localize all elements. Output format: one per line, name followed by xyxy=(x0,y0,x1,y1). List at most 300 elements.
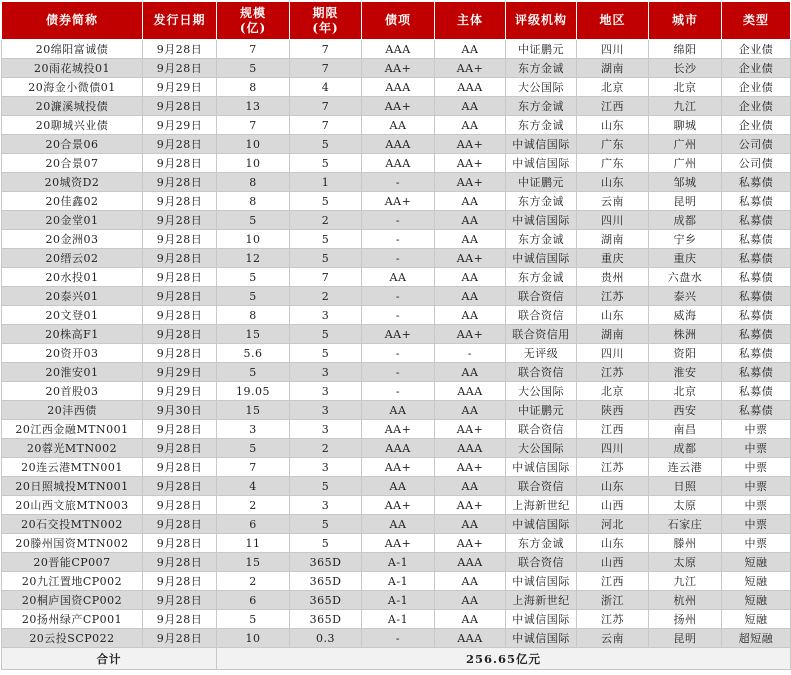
cell-agency: 东方金诚 xyxy=(506,230,577,249)
table-row xyxy=(2,496,791,515)
cell-region: 江苏 xyxy=(577,610,649,629)
cell-size: 5 xyxy=(217,287,290,306)
cell-bond-rating: - xyxy=(362,249,435,268)
cell-issuer-rating: - xyxy=(435,344,506,363)
column-header-type: 类型 xyxy=(722,2,791,40)
cell-issuer-rating: AAA xyxy=(435,78,506,97)
table-row xyxy=(2,97,791,116)
cell-size: 4 xyxy=(217,477,290,496)
cell-size: 10 xyxy=(217,230,290,249)
cell-size: 5.6 xyxy=(217,344,290,363)
cell-date: 9月29日 xyxy=(143,382,217,401)
cell-type: 私募债 xyxy=(722,344,791,363)
cell-name: 20合景06 xyxy=(2,135,143,154)
cell-agency: 联合资信 xyxy=(506,306,577,325)
cell-agency: 联合资信 xyxy=(506,287,577,306)
cell-name: 20聊城兴业债 xyxy=(2,116,143,135)
cell-name: 20水投01 xyxy=(2,268,143,287)
cell-date: 9月28日 xyxy=(143,477,217,496)
cell-name: 20城资D2 xyxy=(2,173,143,192)
cell-city: 广州 xyxy=(649,154,722,173)
table-row xyxy=(2,249,791,268)
cell-bond-rating: AAA xyxy=(362,439,435,458)
cell-type: 中票 xyxy=(722,515,791,534)
cell-type: 私募债 xyxy=(722,287,791,306)
cell-size: 5 xyxy=(217,211,290,230)
cell-name: 20文登01 xyxy=(2,306,143,325)
cell-type: 企业债 xyxy=(722,59,791,78)
table-row xyxy=(2,382,791,401)
cell-name: 20佳鑫02 xyxy=(2,192,143,211)
cell-name: 20资开03 xyxy=(2,344,143,363)
cell-city: 长沙 xyxy=(649,59,722,78)
cell-bond-rating: AA xyxy=(362,515,435,534)
cell-name: 20日照城投MTN001 xyxy=(2,477,143,496)
cell-agency: 中诚信国际 xyxy=(506,572,577,591)
cell-bond-rating: - xyxy=(362,363,435,382)
column-header-size xyxy=(217,2,290,40)
cell-name: 20江西金融MTN001 xyxy=(2,420,143,439)
cell-date: 9月28日 xyxy=(143,591,217,610)
cell-agency: 中诚信国际 xyxy=(506,135,577,154)
cell-type: 私募债 xyxy=(722,173,791,192)
cell-agency: 联合资信 xyxy=(506,477,577,496)
cell-term: 3 xyxy=(290,420,362,439)
cell-city: 重庆 xyxy=(649,249,722,268)
cell-date: 9月28日 xyxy=(143,553,217,572)
cell-city: 六盘水 xyxy=(649,268,722,287)
cell-agency: 中诚信国际 xyxy=(506,458,577,477)
cell-size: 10 xyxy=(217,154,290,173)
cell-issuer-rating: AA xyxy=(435,515,506,534)
cell-size: 5 xyxy=(217,268,290,287)
cell-city: 滕州 xyxy=(649,534,722,553)
cell-region: 四川 xyxy=(577,344,649,363)
cell-city: 扬州 xyxy=(649,610,722,629)
cell-size: 8 xyxy=(217,173,290,192)
cell-city: 九江 xyxy=(649,97,722,116)
cell-type: 短融 xyxy=(722,553,791,572)
cell-type: 私募债 xyxy=(722,382,791,401)
cell-size: 15 xyxy=(217,325,290,344)
cell-city: 株洲 xyxy=(649,325,722,344)
cell-size: 5 xyxy=(217,363,290,382)
cell-size: 15 xyxy=(217,401,290,420)
cell-bond-rating: AA+ xyxy=(362,420,435,439)
table-row xyxy=(2,325,791,344)
cell-region: 云南 xyxy=(577,629,649,648)
cell-region: 广东 xyxy=(577,135,649,154)
cell-city: 北京 xyxy=(649,78,722,97)
cell-term: 1 xyxy=(290,173,362,192)
cell-term: 2 xyxy=(290,439,362,458)
cell-date: 9月28日 xyxy=(143,135,217,154)
table-row xyxy=(2,458,791,477)
cell-agency: 联合资信用 xyxy=(506,325,577,344)
cell-name: 20淮安01 xyxy=(2,363,143,382)
table-row xyxy=(2,344,791,363)
cell-issuer-rating: AA+ xyxy=(435,325,506,344)
cell-issuer-rating: AA xyxy=(435,97,506,116)
cell-name: 20金洲03 xyxy=(2,230,143,249)
cell-agency: 大公国际 xyxy=(506,382,577,401)
table-row xyxy=(2,629,791,648)
cell-term: 3 xyxy=(290,382,362,401)
cell-region: 山东 xyxy=(577,477,649,496)
cell-type: 企业债 xyxy=(722,78,791,97)
cell-date: 9月28日 xyxy=(143,572,217,591)
cell-city: 成都 xyxy=(649,211,722,230)
cell-region: 江苏 xyxy=(577,363,649,382)
cell-bond-rating: AA+ xyxy=(362,458,435,477)
cell-date: 9月28日 xyxy=(143,629,217,648)
table-row xyxy=(2,363,791,382)
cell-size: 10 xyxy=(217,629,290,648)
cell-region: 四川 xyxy=(577,40,649,59)
table-row xyxy=(2,154,791,173)
cell-size: 5 xyxy=(217,439,290,458)
cell-agency: 中证鹏元 xyxy=(506,173,577,192)
cell-issuer-rating: AAA xyxy=(435,439,506,458)
cell-region: 重庆 xyxy=(577,249,649,268)
cell-term: 5 xyxy=(290,515,362,534)
cell-size: 5 xyxy=(217,59,290,78)
cell-issuer-rating: AA+ xyxy=(435,496,506,515)
cell-type: 中票 xyxy=(722,496,791,515)
cell-term: 3 xyxy=(290,496,362,515)
cell-region: 湖南 xyxy=(577,230,649,249)
cell-term: 3 xyxy=(290,401,362,420)
cell-region: 江苏 xyxy=(577,458,649,477)
cell-city: 石家庄 xyxy=(649,515,722,534)
table-row xyxy=(2,591,791,610)
cell-date: 9月28日 xyxy=(143,59,217,78)
cell-issuer-rating: AA+ xyxy=(435,59,506,78)
cell-term: 3 xyxy=(290,458,362,477)
cell-city: 资阳 xyxy=(649,344,722,363)
cell-agency: 中证鹏元 xyxy=(506,401,577,420)
cell-term: 5 xyxy=(290,249,362,268)
table-row xyxy=(2,610,791,629)
cell-city: 邹城 xyxy=(649,173,722,192)
cell-region: 湖南 xyxy=(577,59,649,78)
cell-region: 湖南 xyxy=(577,325,649,344)
cell-issuer-rating: AA xyxy=(435,572,506,591)
cell-city: 昆明 xyxy=(649,629,722,648)
cell-date: 9月28日 xyxy=(143,249,217,268)
cell-region: 山东 xyxy=(577,116,649,135)
cell-issuer-rating: AA xyxy=(435,610,506,629)
cell-bond-rating: A-1 xyxy=(362,610,435,629)
cell-city: 九江 xyxy=(649,572,722,591)
cell-region: 北京 xyxy=(577,382,649,401)
cell-bond-rating: - xyxy=(362,629,435,648)
cell-region: 浙江 xyxy=(577,591,649,610)
cell-type: 公司债 xyxy=(722,154,791,173)
cell-type: 私募债 xyxy=(722,401,791,420)
cell-name: 20云投SCP022 xyxy=(2,629,143,648)
cell-bond-rating: - xyxy=(362,211,435,230)
cell-date: 9月28日 xyxy=(143,192,217,211)
column-header-bond-rating: 债项 xyxy=(362,2,435,40)
cell-city: 聊城 xyxy=(649,116,722,135)
cell-issuer-rating: AA xyxy=(435,192,506,211)
cell-city: 绵阳 xyxy=(649,40,722,59)
cell-name: 20蓉光MTN002 xyxy=(2,439,143,458)
cell-region: 陕西 xyxy=(577,401,649,420)
cell-term: 0.3 xyxy=(290,629,362,648)
table-row xyxy=(2,268,791,287)
cell-agency: 中诚信国际 xyxy=(506,211,577,230)
cell-city: 宁乡 xyxy=(649,230,722,249)
cell-issuer-rating: AA+ xyxy=(435,135,506,154)
column-header-date: 发行日期 xyxy=(143,2,217,40)
cell-region: 江苏 xyxy=(577,287,649,306)
cell-bond-rating: AA+ xyxy=(362,534,435,553)
cell-city: 成都 xyxy=(649,439,722,458)
table-row xyxy=(2,116,791,135)
cell-term: 7 xyxy=(290,116,362,135)
cell-type: 私募债 xyxy=(722,306,791,325)
cell-size: 7 xyxy=(217,116,290,135)
cell-issuer-rating: AA+ xyxy=(435,154,506,173)
cell-name: 20泰兴01 xyxy=(2,287,143,306)
cell-issuer-rating: AA xyxy=(435,363,506,382)
cell-bond-rating: - xyxy=(362,230,435,249)
cell-city: 南昌 xyxy=(649,420,722,439)
cell-type: 私募债 xyxy=(722,268,791,287)
cell-type: 企业债 xyxy=(722,116,791,135)
cell-term: 5 xyxy=(290,135,362,154)
cell-size: 8 xyxy=(217,192,290,211)
cell-name: 20濂溪城投债 xyxy=(2,97,143,116)
cell-size: 15 xyxy=(217,553,290,572)
cell-issuer-rating: AA xyxy=(435,306,506,325)
cell-city: 太原 xyxy=(649,496,722,515)
cell-name: 20晋能CP007 xyxy=(2,553,143,572)
cell-size: 10 xyxy=(217,135,290,154)
cell-region: 山东 xyxy=(577,534,649,553)
cell-issuer-rating: AA+ xyxy=(435,420,506,439)
cell-term: 365D xyxy=(290,591,362,610)
cell-name: 20山西文旅MTN003 xyxy=(2,496,143,515)
cell-agency: 中诚信国际 xyxy=(506,249,577,268)
cell-type: 私募债 xyxy=(722,325,791,344)
cell-date: 9月28日 xyxy=(143,173,217,192)
cell-term: 7 xyxy=(290,268,362,287)
table-row xyxy=(2,78,791,97)
cell-name: 20首股03 xyxy=(2,382,143,401)
cell-bond-rating: - xyxy=(362,173,435,192)
cell-term: 2 xyxy=(290,287,362,306)
cell-date: 9月28日 xyxy=(143,154,217,173)
cell-agency: 中诚信国际 xyxy=(506,515,577,534)
cell-name: 20连云港MTN001 xyxy=(2,458,143,477)
cell-name: 20株高F1 xyxy=(2,325,143,344)
cell-bond-rating: AAA xyxy=(362,40,435,59)
cell-agency: 大公国际 xyxy=(506,78,577,97)
cell-size: 2 xyxy=(217,572,290,591)
cell-type: 私募债 xyxy=(722,230,791,249)
cell-issuer-rating: AA xyxy=(435,211,506,230)
cell-date: 9月28日 xyxy=(143,534,217,553)
cell-agency: 中证鹏元 xyxy=(506,40,577,59)
cell-type: 中票 xyxy=(722,458,791,477)
cell-date: 9月28日 xyxy=(143,344,217,363)
cell-size: 5 xyxy=(217,610,290,629)
column-header-issuer-rating: 主体 xyxy=(435,2,506,40)
cell-size: 6 xyxy=(217,515,290,534)
cell-date: 9月28日 xyxy=(143,420,217,439)
cell-size: 13 xyxy=(217,97,290,116)
cell-size: 12 xyxy=(217,249,290,268)
cell-bond-rating: A-1 xyxy=(362,572,435,591)
cell-bond-rating: AAA xyxy=(362,154,435,173)
cell-term: 7 xyxy=(290,97,362,116)
cell-agency: 东方金诚 xyxy=(506,534,577,553)
cell-name: 20雨花城投01 xyxy=(2,59,143,78)
table-row xyxy=(2,211,791,230)
cell-size: 3 xyxy=(217,420,290,439)
cell-agency: 上海新世纪 xyxy=(506,496,577,515)
cell-city: 威海 xyxy=(649,306,722,325)
cell-name: 20石交投MTN002 xyxy=(2,515,143,534)
cell-bond-rating: AA+ xyxy=(362,59,435,78)
cell-issuer-rating: AAA xyxy=(435,382,506,401)
cell-bond-rating: - xyxy=(362,287,435,306)
cell-bond-rating: AA+ xyxy=(362,496,435,515)
cell-size: 6 xyxy=(217,591,290,610)
cell-name: 20绵阳富诚债 xyxy=(2,40,143,59)
cell-city: 淮安 xyxy=(649,363,722,382)
cell-date: 9月28日 xyxy=(143,439,217,458)
cell-type: 公司债 xyxy=(722,135,791,154)
cell-region: 河北 xyxy=(577,515,649,534)
total-value: 256.65亿元 xyxy=(217,648,791,670)
column-header-term xyxy=(290,2,362,40)
cell-type: 私募债 xyxy=(722,211,791,230)
table-row xyxy=(2,192,791,211)
cell-city: 日照 xyxy=(649,477,722,496)
cell-bond-rating: AAA xyxy=(362,135,435,154)
cell-date: 9月30日 xyxy=(143,401,217,420)
cell-issuer-rating: AA xyxy=(435,268,506,287)
cell-agency: 上海新世纪 xyxy=(506,591,577,610)
cell-term: 5 xyxy=(290,534,362,553)
table-row xyxy=(2,553,791,572)
cell-region: 山东 xyxy=(577,173,649,192)
cell-name: 20桐庐国资CP002 xyxy=(2,591,143,610)
cell-city: 太原 xyxy=(649,553,722,572)
cell-name: 20沣西债 xyxy=(2,401,143,420)
cell-issuer-rating: AA+ xyxy=(435,458,506,477)
cell-agency: 无评级 xyxy=(506,344,577,363)
cell-term: 5 xyxy=(290,325,362,344)
total-label: 合计 xyxy=(2,648,217,670)
cell-date: 9月28日 xyxy=(143,458,217,477)
cell-type: 短融 xyxy=(722,591,791,610)
cell-size: 7 xyxy=(217,40,290,59)
cell-name: 20海金小微债01 xyxy=(2,78,143,97)
table-row xyxy=(2,534,791,553)
cell-name: 20缙云02 xyxy=(2,249,143,268)
cell-issuer-rating: AA xyxy=(435,40,506,59)
cell-date: 9月28日 xyxy=(143,211,217,230)
cell-region: 山西 xyxy=(577,553,649,572)
cell-date: 9月28日 xyxy=(143,287,217,306)
cell-agency: 东方金诚 xyxy=(506,116,577,135)
cell-agency: 东方金诚 xyxy=(506,192,577,211)
cell-region: 江西 xyxy=(577,97,649,116)
cell-term: 365D xyxy=(290,553,362,572)
cell-issuer-rating: AA xyxy=(435,287,506,306)
cell-region: 贵州 xyxy=(577,268,649,287)
cell-issuer-rating: AA xyxy=(435,116,506,135)
cell-city: 北京 xyxy=(649,382,722,401)
cell-bond-rating: AA xyxy=(362,116,435,135)
cell-type: 超短融 xyxy=(722,629,791,648)
cell-agency: 中诚信国际 xyxy=(506,629,577,648)
cell-agency: 联合资信 xyxy=(506,420,577,439)
cell-name: 20九江置地CP002 xyxy=(2,572,143,591)
table-row xyxy=(2,287,791,306)
cell-bond-rating: AAA xyxy=(362,78,435,97)
cell-city: 广州 xyxy=(649,135,722,154)
cell-issuer-rating: AA+ xyxy=(435,173,506,192)
table-row xyxy=(2,230,791,249)
cell-term: 5 xyxy=(290,230,362,249)
cell-region: 广东 xyxy=(577,154,649,173)
cell-size: 8 xyxy=(217,306,290,325)
cell-region: 云南 xyxy=(577,192,649,211)
cell-term: 5 xyxy=(290,154,362,173)
table-row xyxy=(2,40,791,59)
cell-bond-rating: A-1 xyxy=(362,591,435,610)
table-row xyxy=(2,173,791,192)
cell-bond-rating: AA xyxy=(362,401,435,420)
cell-region: 江西 xyxy=(577,572,649,591)
cell-size: 2 xyxy=(217,496,290,515)
cell-size: 11 xyxy=(217,534,290,553)
table-row xyxy=(2,401,791,420)
cell-name: 20金堂01 xyxy=(2,211,143,230)
cell-date: 9月28日 xyxy=(143,97,217,116)
cell-date: 9月28日 xyxy=(143,230,217,249)
cell-term: 7 xyxy=(290,59,362,78)
cell-agency: 大公国际 xyxy=(506,439,577,458)
cell-city: 昆明 xyxy=(649,192,722,211)
table-row xyxy=(2,135,791,154)
cell-issuer-rating: AA+ xyxy=(435,249,506,268)
cell-date: 9月28日 xyxy=(143,306,217,325)
cell-agency: 中诚信国际 xyxy=(506,154,577,173)
cell-issuer-rating: AA xyxy=(435,477,506,496)
bond-issuance-table xyxy=(1,1,791,670)
table-row xyxy=(2,477,791,496)
cell-region: 山西 xyxy=(577,496,649,515)
cell-region: 山东 xyxy=(577,306,649,325)
table-row xyxy=(2,59,791,78)
cell-size: 19.05 xyxy=(217,382,290,401)
cell-type: 私募债 xyxy=(722,363,791,382)
cell-issuer-rating: AA+ xyxy=(435,534,506,553)
cell-agency: 东方金诚 xyxy=(506,97,577,116)
cell-type: 企业债 xyxy=(722,97,791,116)
cell-issuer-rating: AAA xyxy=(435,553,506,572)
cell-date: 9月29日 xyxy=(143,78,217,97)
cell-term: 5 xyxy=(290,344,362,363)
cell-bond-rating: A-1 xyxy=(362,553,435,572)
